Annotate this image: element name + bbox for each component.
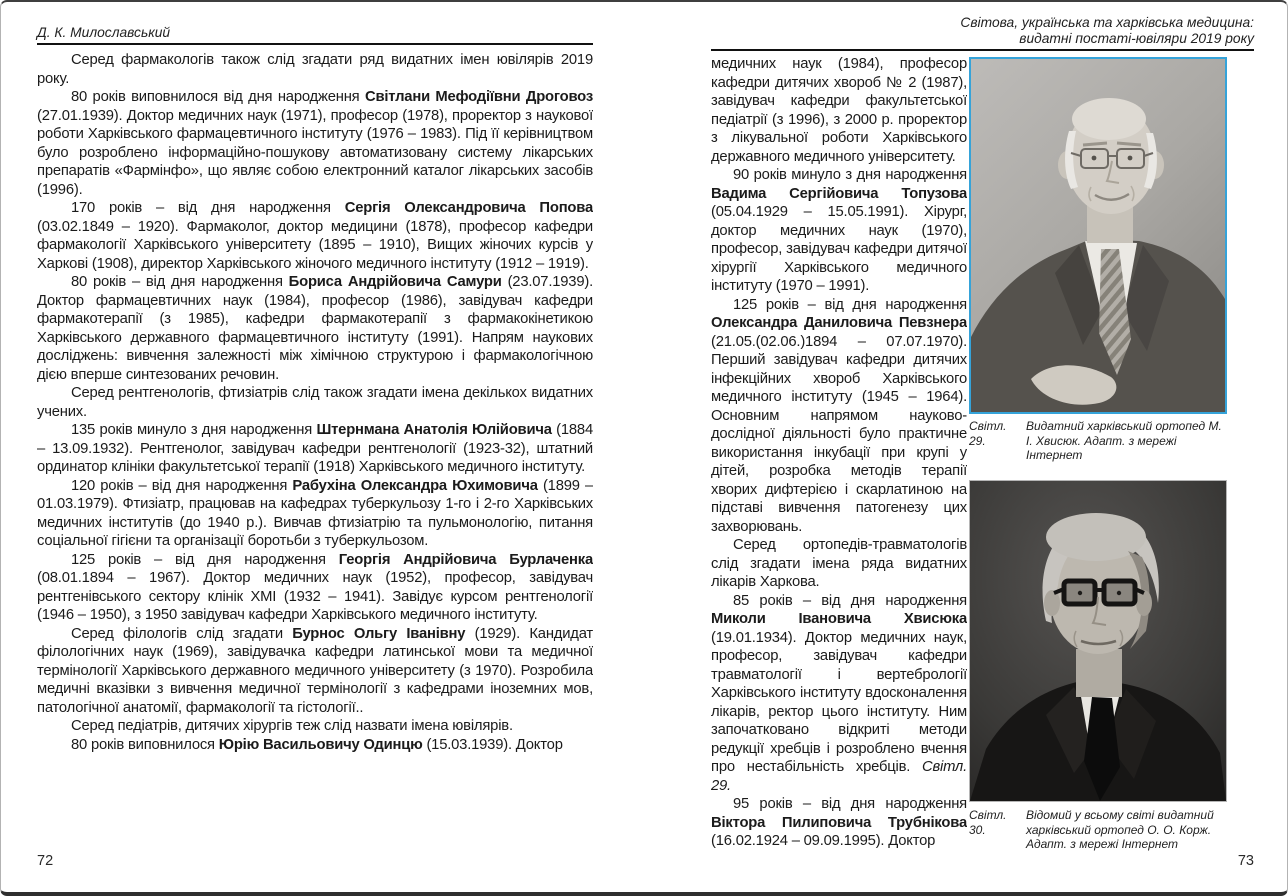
- paragraph: медичних наук (1984), професор кафедри дитячих хвороб № 2 (1987), завідувач кафедри факультетської педіатрії (з 1996), з 2000 р. проректор з лікувальної роботи Харківського державного медичного університету.: [711, 56, 967, 165]
- paragraph: Серед філологів слід згадати Бурнос Ольгу Іванівну (1929). Кандидат філологічних наук (1969), завідувачка кафедри латинської мови та медичної термінології Харківського державного медичного університету (з 1970). Розробила медичні вказівки з вивчення медичної термінології з кафедрами іноземних мов, патологічної анатомії, фармакології та гістології..: [37, 625, 593, 716]
- paragraph: Серед рентгенологів, фтизіатрів слід також згадати імена декількох видатних учених.: [37, 385, 593, 420]
- right-page-number: 73: [1237, 853, 1254, 869]
- portrait-photo-korzh: [970, 481, 1226, 801]
- left-page-body: [37, 51, 593, 851]
- figure-30-photo: [969, 480, 1227, 802]
- right-running-header-line1: Світова, українська та харківська медицина:: [960, 15, 1254, 30]
- paragraph: Серед педіатрів, дитячих хірургів теж слід назвати імена ювілярів.: [71, 718, 513, 734]
- left-page-number: 72: [37, 853, 54, 869]
- right-page-text-column: [711, 55, 967, 861]
- paragraph: Серед фармакологів також слід згадати ряд видатних імен ювілярів 2019 року.: [37, 52, 593, 87]
- paragraph: 125 років – від дня народження Георгія Андрійовича Бурлаченка (08.01.1894 – 1967). Доктор медичних наук (1952), професор, завідувач рентгенівського сектору клінік ХМІ (1932 – 1941). Завідує курсом рентгенології (1946 – 1950), з 1950 завідувач кафедри Харківського медичного інституту.: [37, 551, 593, 623]
- figure-29-caption-text: Видатний харківський ортопед М. І. Хвисюк. Адапт. з мережі Інтернет: [1026, 419, 1222, 463]
- paragraph: 80 років виповнилося від дня народження Світлани Мефодіївни Дроговоз (27.01.1939). Доктор медичних наук (1971), професор (1978), проректор з наукової роботи Харківського фармацевтичного інституту (1976 – 1983). Під її керівництвом було розроблено інформаційно-пошукову автоматизовану систему лікарських препаратів «Фармінфо», що являє собою електронний каталог лікарських засобів (1996).: [37, 89, 593, 198]
- paragraph: 170 років – від дня народження Сергія Олександровича Попова (03.02.1849 – 1920). Фармаколог, доктор медицини (1878), професор кафедри фармакології Харківського університету (1895 – 1910), Вищих жіночих курсів у Харкові (1908), директор Харківського жіночого медичного інституту (1912 – 1919).: [37, 200, 593, 272]
- figure-29-caption-label: Світл. 29.: [969, 419, 1007, 448]
- left-running-header: Д. К. Милославський: [37, 25, 171, 40]
- figure-30-caption: [969, 808, 1231, 852]
- paragraph: 90 років минуло з дня народження Вадима Сергійовича Топузова (05.04.1929 – 15.05.1991). Хірург, доктор медичних наук (1970), професор, завідувач кафедри дитячої хірургії Харківського медичного інституту (1970 – 1991).: [711, 167, 967, 294]
- right-running-header: [711, 15, 1254, 47]
- paragraph: 135 років минуло з дня народження Штернмана Анатолія Юлійовича (1884 – 13.09.1932). Рентгенолог, завідувач кафедри рентгенології (1923-32), штатний ординатор клініки факультетської терапії (1918) Харківського медичного інституту.: [37, 422, 593, 475]
- figure-30-caption-text: Відомий у всьому світі видатний харківський ортопед О. О. Корж. Адапт. з мережі Інтернет: [1026, 808, 1214, 852]
- paragraph: 85 років – від дня народження Миколи Івановича Хвисюка (19.01.1934). Доктор медичних наук, професор, завідувач кафедри травматології і вертебрології Харківського інституту вдосконалення лікарів, ректор цього інституту. Ним започатковано відкриті методи редукції хребців і розроблено вчення про нестабільність хребців. Світл. 29.: [711, 592, 967, 794]
- paragraph: Серед ортопедів-травматологів слід згадати імена ряда видатних лікарів Харкова.: [711, 537, 967, 590]
- figure-29-photo: [969, 57, 1227, 414]
- left-header-rule: [37, 43, 593, 45]
- figure-30-caption-label: Світл. 30.: [969, 808, 1007, 837]
- paragraph: 80 років виповнилося Юрію Васильовичу Одинцю (15.03.1939). Доктор: [71, 736, 563, 753]
- right-header-rule: [711, 49, 1254, 51]
- figure-29-caption: [969, 419, 1231, 463]
- portrait-photo-khvysiuk: [971, 59, 1225, 412]
- paragraph: 120 років – від дня народження Рабухіна Олександра Юхимовича (1899 – 01.03.1979). Фтизіатр, працював на кафедрах туберкульозу 1-го і 2-го Харківських медичних інститутів (до 1940 р.). Вивчав фтизіатрію та пульмонологію, питання соціальної гігієни та організації боротьби з туберкульозом.: [37, 477, 593, 549]
- paragraph: 95 років – від дня народження Віктора Пилиповича Трубнікова (16.02.1924 – 09.09.1995). Доктор: [711, 796, 967, 849]
- paragraph: 80 років – від дня народження Бориса Андрійовича Самури (23.07.1939). Доктор фармацевтичних наук (1984), професор (1986), завідувач кафедри фармакотерапії (з 1985), кафедри фармакотерапії з фармакокінетикою Харківського державного фармацевтичного інституту (1991). Напрям наукових досліджень: вивчення залежності між хімічною структурою і фармакологічною дією вперше синтезованих речовин.: [37, 274, 593, 383]
- paragraph: 125 років – від дня народження Олександра Даниловича Певзнера (21.05.(02.06.)1894 – 07.07.1970). Перший завідувач кафедри дитячих інфекційних хвороб Харківського медичного інституту (1945 – 1964). Основним напрямом науково-дослідної діяльності було практичне використання інкубації при крупі у дітей, розробка методів терапії хворих дифтерією і скарлатиною на підставі вивчення патогенезу цих захворювань.: [711, 296, 967, 535]
- right-running-header-line2: видатні постаті-ювіляри 2019 року: [1019, 31, 1254, 46]
